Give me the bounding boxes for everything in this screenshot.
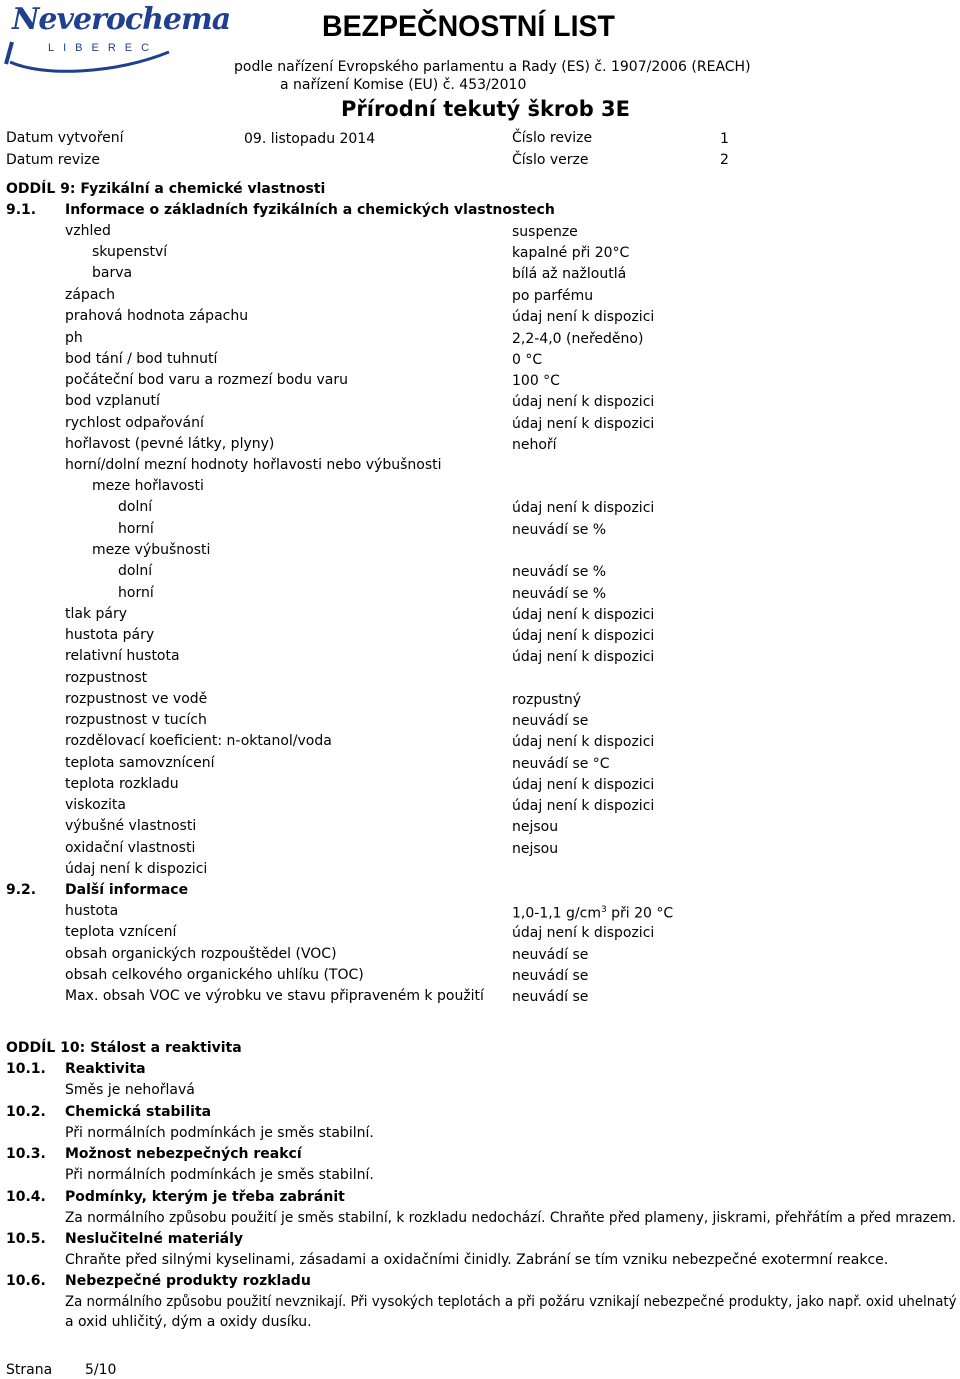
subsection-9-1-title: Informace o základních fyzikálních a chemických vlastnostech — [65, 202, 555, 218]
revision-number-value: 1 — [720, 131, 729, 147]
other-info-label: Max. obsah VOC ve výrobku ve stavu připraveném k použití — [65, 988, 484, 1004]
property-value: nejsou — [512, 819, 559, 835]
property-label: teplota rozkladu — [65, 776, 179, 792]
property-value: údaj není k dispozici — [512, 649, 655, 665]
property-value: nehoří — [512, 437, 557, 453]
property-label: hustota páry — [65, 627, 155, 643]
property-label: barva — [92, 265, 133, 281]
subsection-number: 10.3. — [6, 1146, 46, 1162]
created-label: Datum vytvoření — [6, 130, 124, 146]
subsection-number: 10.5. — [6, 1231, 46, 1247]
property-value: údaj není k dispozici — [512, 798, 655, 814]
property-label: viskozita — [65, 797, 126, 813]
property-label: rozpustnost v tucích — [65, 712, 207, 728]
other-info-label: obsah celkového organického uhlíku (TOC) — [65, 967, 364, 983]
property-label: rozpustnost ve vodě — [65, 691, 208, 707]
property-value: neuvádí se % — [512, 522, 607, 538]
property-value: údaj není k dispozici — [512, 394, 655, 410]
property-value: rozpustný — [512, 692, 582, 708]
property-value: kapalné při 20°C — [512, 245, 630, 261]
subsection-title: Chemická stabilita — [65, 1104, 212, 1120]
property-value: neuvádí se °C — [512, 756, 610, 772]
property-label: dolní — [118, 563, 153, 579]
property-label: meze výbušnosti — [92, 542, 211, 558]
subsection-text: Při normálních podmínkách je směs stabilní. — [65, 1167, 374, 1183]
logo-subtext: LIBEREC — [48, 42, 159, 54]
product-name: Přírodní tekutý škrob 3E — [341, 97, 631, 121]
subsection-title: Nebezpečné produkty rozkladu — [65, 1273, 311, 1289]
density-value-tail: při 20 °C — [606, 905, 674, 922]
property-value: bílá až nažloutlá — [512, 266, 627, 282]
subsection-number: 10.4. — [6, 1189, 46, 1205]
property-label: skupenství — [92, 244, 168, 260]
property-label: údaj není k dispozici — [65, 861, 208, 877]
subsection-title: Podmínky, kterým je třeba zabránit — [65, 1189, 345, 1205]
property-label: vzhled — [65, 223, 111, 239]
density-value — [512, 901, 673, 923]
subsection-9-2-title: Další informace — [65, 882, 189, 898]
document-title: BEZPEČNOSTNÍ LIST — [322, 10, 615, 43]
property-value: 2,2-4,0 (neředěno) — [512, 331, 644, 347]
subsection-9-2-number: 9.2. — [6, 882, 37, 898]
version-label: Číslo verze — [512, 152, 589, 168]
property-label: zápach — [65, 287, 115, 303]
property-label: počáteční bod varu a rozmezí bodu varu — [65, 372, 348, 388]
subsection-text: Směs je nehořlavá — [65, 1082, 195, 1098]
other-info-value: neuvádí se — [512, 968, 589, 984]
regulation-line-2: a nařízení Komise (EU) č. 453/2010 — [280, 77, 527, 93]
property-value: údaj není k dispozici — [512, 309, 655, 325]
property-value: 100 °C — [512, 373, 560, 389]
revision-number-label: Číslo revize — [512, 130, 593, 146]
subsection-title: Reaktivita — [65, 1061, 146, 1077]
property-value: suspenze — [512, 224, 578, 240]
section-9-title: ODDÍL 9: Fyzikální a chemické vlastnosti — [6, 181, 326, 197]
property-label: oxidační vlastnosti — [65, 840, 196, 856]
revision-date-label: Datum revize — [6, 152, 101, 168]
property-value: 0 °C — [512, 352, 543, 368]
density-label: hustota — [65, 903, 119, 919]
property-label: horní — [118, 585, 154, 601]
logo-text: Neverochema — [12, 2, 231, 37]
page-label: Strana — [6, 1362, 53, 1378]
section-10-title: ODDÍL 10: Stálost a reaktivita — [6, 1040, 242, 1056]
property-label: horní/dolní mezní hodnoty hořlavosti nebo výbušnosti — [65, 457, 442, 473]
property-label: meze hořlavosti — [92, 478, 204, 494]
property-label: tlak páry — [65, 606, 128, 622]
page-number: 5/10 — [85, 1362, 117, 1378]
property-label: horní — [118, 521, 154, 537]
other-info-label: obsah organických rozpouštědel (VOC) — [65, 946, 337, 962]
other-info-value: neuvádí se — [512, 947, 589, 963]
property-value: neuvádí se — [512, 713, 589, 729]
other-info-label: teplota vznícení — [65, 924, 177, 940]
density-value-main: 1,0-1,1 g/cm — [512, 905, 601, 922]
other-info-value: údaj není k dispozici — [512, 925, 655, 941]
property-value: údaj není k dispozici — [512, 607, 655, 623]
subsection-text: Za normálního způsobu použití nevznikají. Při vysokých teplotách a při požáru vznikají nebezpečné produkty, jako např. oxid uhelnatý — [65, 1294, 957, 1310]
property-label: bod tání / bod tuhnutí — [65, 351, 218, 367]
version-value: 2 — [720, 152, 729, 168]
subsection-text: Při normálních podmínkách je směs stabilní. — [65, 1125, 374, 1141]
subsection-9-1-number: 9.1. — [6, 202, 37, 218]
subsection-number: 10.2. — [6, 1104, 46, 1120]
property-label: rychlost odpařování — [65, 415, 204, 431]
property-label: dolní — [118, 499, 153, 515]
property-label: výbušné vlastnosti — [65, 818, 197, 834]
regulation-line-1: podle nařízení Evropského parlamentu a Rady (ES) č. 1907/2006 (REACH) — [234, 59, 751, 75]
property-label: hořlavost (pevné látky, plyny) — [65, 436, 275, 452]
property-value: údaj není k dispozici — [512, 734, 655, 750]
other-info-value: neuvádí se — [512, 989, 589, 1005]
company-logo — [4, 2, 231, 86]
property-value: po parfému — [512, 288, 594, 304]
density-value-sup: 3 — [600, 905, 607, 915]
subsection-text: a oxid uhličitý, dým a oxidy dusíku. — [65, 1314, 312, 1330]
property-label: rozpustnost — [65, 670, 148, 686]
subsection-number: 10.6. — [6, 1273, 46, 1289]
property-label: prahová hodnota zápachu — [65, 308, 249, 324]
subsection-title: Neslučitelné materiály — [65, 1231, 244, 1247]
subsection-text: Chraňte před silnými kyselinami, zásadami a oxidačními činidly. Zabrání se tím vzniku nebezpečné exotermní reakce. — [65, 1252, 889, 1268]
property-label: rozdělovací koeficient: n-oktanol/voda — [65, 733, 332, 749]
subsection-number: 10.1. — [6, 1061, 46, 1077]
property-label: bod vzplanutí — [65, 393, 160, 409]
property-value: neuvádí se % — [512, 586, 607, 602]
property-value: údaj není k dispozici — [512, 416, 655, 432]
property-value: nejsou — [512, 841, 559, 857]
property-value: neuvádí se % — [512, 564, 607, 580]
property-label: teplota samovznícení — [65, 755, 215, 771]
property-value: údaj není k dispozici — [512, 628, 655, 644]
property-value: údaj není k dispozici — [512, 777, 655, 793]
subsection-text: Za normálního způsobu použití je směs stabilní, k rozkladu nedochází. Chraňte před plameny, jiskrami, přehřátím a před mrazem. — [65, 1210, 956, 1226]
property-label: relativní hustota — [65, 648, 180, 664]
subsection-title: Možnost nebezpečných reakcí — [65, 1146, 302, 1162]
property-label: ph — [65, 330, 83, 346]
created-value: 09. listopadu 2014 — [244, 131, 376, 147]
property-value: údaj není k dispozici — [512, 500, 655, 516]
